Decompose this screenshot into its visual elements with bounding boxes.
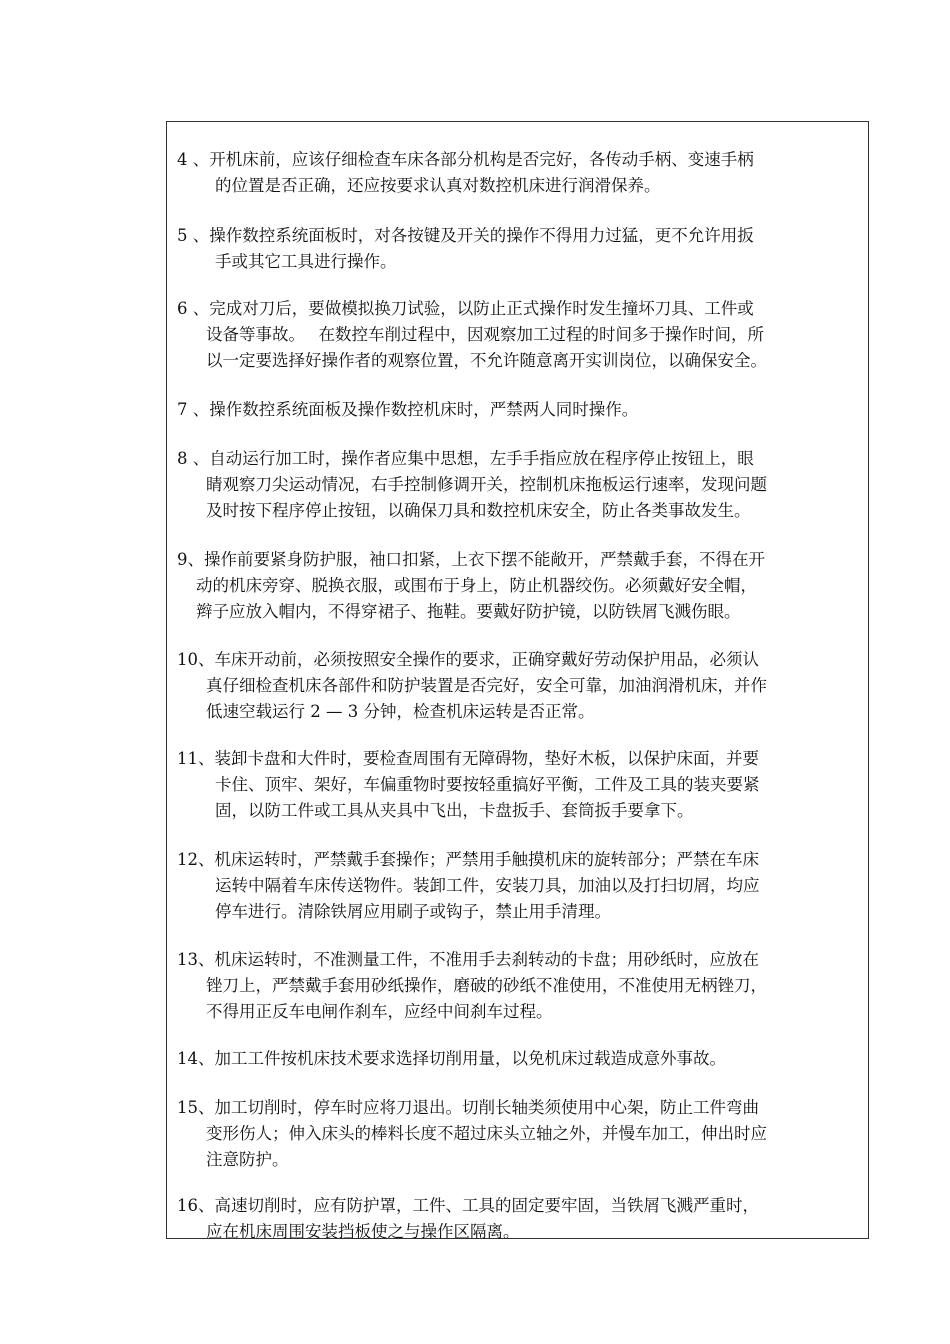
item-number: 13、 bbox=[177, 950, 215, 969]
rule-item-6 bbox=[177, 296, 857, 374]
rule-item-10 bbox=[177, 647, 857, 725]
rule-item-14 bbox=[177, 1046, 857, 1072]
item-text-line: 卡住、顶牢、架好，车偏重物时要按轻重搞好平衡，工件及工具的装夹要紧 bbox=[215, 775, 760, 794]
item-text-line: 锉刀上，严禁戴手套用砂纸操作，磨破的砂纸不准使用，不准使用无柄锉刀， bbox=[206, 976, 767, 995]
item-text-line: 车床开动前，必须按照安全操作的要求，正确穿戴好劳动保护用品，必须认 bbox=[214, 650, 759, 669]
rule-item-5 bbox=[177, 223, 857, 275]
item-number: 14、 bbox=[177, 1049, 215, 1068]
item-text-line: 运转中隔着车床传送物件。装卸工件，安装刀具，加油以及打扫切屑，均应 bbox=[215, 876, 760, 895]
item-text-line: 睛观察刀尖运动情况，右手控制修调开关，控制机床拖板运行速率，发现问题 bbox=[206, 475, 767, 494]
item-text-line: 操作前要紧身防护服，袖口扣紧，上衣下摆不能敞开，严禁戴手套，不得在开 bbox=[204, 550, 765, 569]
item-text-line: 以一定要选择好操作者的观察位置，不允许随意离开实训岗位，以确保安全。 bbox=[206, 351, 767, 370]
content-frame bbox=[166, 121, 869, 1239]
item-number: 6 、 bbox=[177, 299, 210, 318]
item-text-line: 及时按下程序停止按钮，以确保刀具和数控机床安全，防止各类事故发生。 bbox=[206, 501, 751, 520]
item-number: 10、 bbox=[177, 650, 215, 669]
item-number: 7 、 bbox=[177, 400, 210, 419]
item-text-line: 应在机床周围安装挡板使之与操作区隔离。 bbox=[206, 1222, 520, 1241]
item-text-line: 加工切削时，停车时应将刀退出。切削长轴类须使用中心架，防止工件弯曲 bbox=[214, 1098, 759, 1117]
item-text-line: 真仔细检查机床各部件和防护装置是否完好，安全可靠，加油润滑机床，并作 bbox=[206, 676, 767, 695]
item-text-line: 开机床前，应该仔细检查车床各部分机构是否完好，各传动手柄、变速手柄 bbox=[209, 150, 754, 169]
item-number: 11、 bbox=[177, 749, 215, 768]
item-text-line: 停车进行。清除铁屑应用刷子或钩子，禁止用手清理。 bbox=[215, 902, 611, 921]
item-text-line: 变形伤人；伸入床头的棒料长度不超过床头立轴之外，并慢车加工，伸出时应 bbox=[206, 1124, 767, 1143]
item-number: 15、 bbox=[177, 1098, 215, 1117]
item-number: 12、 bbox=[177, 850, 215, 869]
rule-item-12 bbox=[177, 847, 857, 925]
item-text-line: 动的机床旁穿、脱换衣服，或围布于身上，防止机器绞伤。必须戴好安全帽， bbox=[196, 576, 757, 595]
item-number: 4 、 bbox=[177, 150, 210, 169]
item-text-line: 高速切削时，应有防护罩，工件、工具的固定要牢固，当铁屑飞溅严重时， bbox=[214, 1196, 759, 1215]
item-text-line: 手或其它工具进行操作。 bbox=[215, 252, 397, 271]
rule-item-15 bbox=[177, 1095, 857, 1173]
item-text-line: 辫子应放入帽内，不得穿裙子、拖鞋。要戴好防护镜，以防铁屑飞溅伤眼。 bbox=[196, 602, 741, 621]
item-text-line: 完成对刀后，要做模拟换刀试验，以防止正式操作时发生撞坏刀具、工件或 bbox=[209, 299, 754, 318]
item-number: 16、 bbox=[177, 1196, 215, 1215]
item-number: 5 、 bbox=[177, 226, 210, 245]
item-text-line: 固，以防工件或工具从夹具中飞出，卡盘扳手、套筒扳手要拿下。 bbox=[215, 801, 694, 820]
rule-item-8 bbox=[177, 446, 857, 524]
item-text-line: 自动运行加工时，操作者应集中思想，左手手指应放在程序停止按钮上，眼 bbox=[209, 449, 754, 468]
item-text-line: 机床运转时，不准测量工件，不准用手去刹转动的卡盘；用砂纸时，应放在 bbox=[214, 950, 759, 969]
rule-item-13 bbox=[177, 947, 857, 1025]
rule-item-9 bbox=[177, 547, 857, 625]
item-text-line: 机床运转时，严禁戴手套操作；严禁用手触摸机床的旋转部分；严禁在车床 bbox=[214, 850, 759, 869]
rule-item-11 bbox=[177, 746, 857, 824]
item-text-line: 加工工件按机床技术要求选择切削用量，以免机床过载造成意外事故。 bbox=[214, 1049, 726, 1068]
item-text-line: 操作数控系统面板时，对各按键及开关的操作不得用力过猛，更不允许用扳 bbox=[209, 226, 754, 245]
rule-item-16 bbox=[177, 1193, 857, 1245]
rule-item-4 bbox=[177, 147, 857, 199]
item-text-line: 装卸卡盘和大件时，要检查周围有无障碍物，垫好木板，以保护床面，并要 bbox=[214, 749, 759, 768]
item-text-line: 不得用正反车电闸作刹车，应经中间刹车过程。 bbox=[206, 1002, 553, 1021]
item-number: 9、 bbox=[177, 550, 204, 569]
item-text-line: 低速空载运行 2 — 3 分钟，检查机床运转是否正常。 bbox=[206, 702, 595, 721]
item-text-line: 操作数控系统面板及操作数控机床时，严禁两人同时操作。 bbox=[209, 400, 639, 419]
item-text-line: 注意防护。 bbox=[206, 1150, 289, 1169]
rule-item-7 bbox=[177, 397, 857, 423]
item-number: 8 、 bbox=[177, 449, 210, 468]
item-text-line: 设备等事故。 在数控车削过程中，因观察加工过程的时间多于操作时间，所 bbox=[206, 325, 764, 344]
item-text-line: 的位置是否正确，还应按要求认真对数控机床进行润滑保养。 bbox=[215, 176, 661, 195]
